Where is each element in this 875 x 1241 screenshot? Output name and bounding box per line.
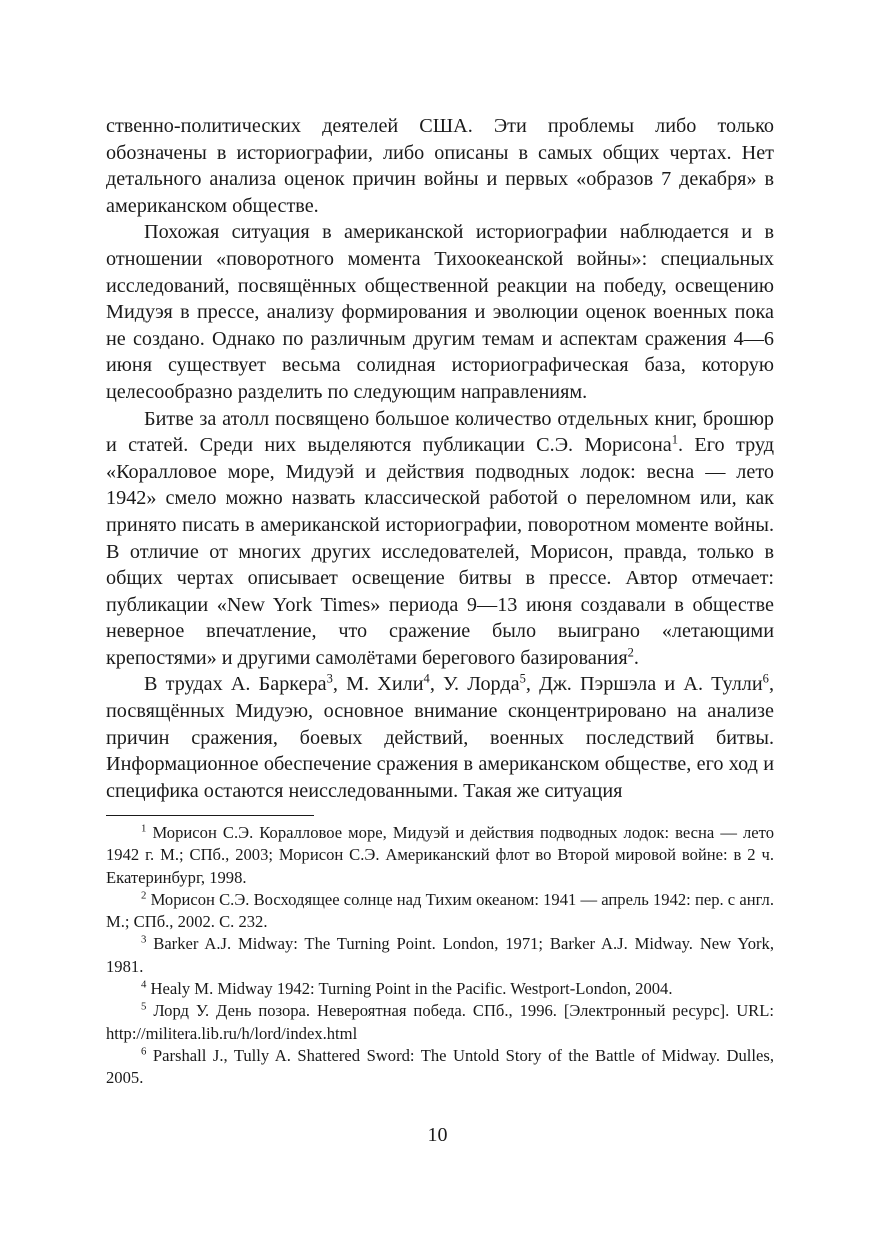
paragraph-4-text-d: , Дж. Пэршэла и А. Тулли [525, 673, 763, 696]
footnote-text: Морисон С.Э. Восходящее солнце над Тихим океаном: 1941 — апрель 1942: пер. с англ. М.; СПб., 2002. С. 232. [106, 889, 774, 932]
footnote-text: Parshall J., Tully A. Shattered Sword: The Untold Story of the Battle of Midway. Dulles, 2005. [106, 1045, 774, 1088]
main-text [106, 113, 774, 804]
paragraph-3 [106, 406, 774, 672]
footnote-1 [106, 822, 774, 889]
paragraph-3-text-a: Битве за атолл посвящено большое количество отдельных книг, брошюр и статей. Среди них выделяются публикации С.Э. Морисона [106, 407, 774, 457]
paragraph-3-text-c: . [633, 646, 639, 669]
footnote-ref-5[interactable]: 5 [519, 671, 526, 686]
footnote-ref-1[interactable]: 1 [671, 432, 678, 447]
footnote-text: Морисон С.Э. Коралловое море, Мидуэй и действия подводных лодок: весна — лето 1942 г. М.; СПб., 2003; Морисон С.Э. Американский флот во Второй мировой войне: в 2 ч. Екатеринбург, 1998. [106, 823, 774, 887]
footnote-3 [106, 933, 774, 978]
footnote-text: Barker A.J. Midway: The Turning Point. London, 1971; Barker A.J. Midway. New York, 1981. [106, 934, 774, 976]
paragraph-4-text-e: , посвящённых Мидуэю, основное внимание сконцентрировано на анализе причин сражения, боевых действий, военных последствий битвы. Информационное обеспечение сражения в американском обществе, его ход и специфика остаются неисследованными. Такая же ситуация [106, 673, 774, 802]
paragraph-3-text-b: . Его труд «Коралловое море, Мидуэй и действия подводных лодок: весна — лето 1942» смело можно назвать классической работой о переломном или, как принято писать в американской историографии, поворотном моменте войны. В отличие от многих других исследователей, Морисон, правда, только в общих чертах описывает освещение битвы в прессе. Автор отмечает: публикации «New York Times» периода 9—13 июня создавали в обществе неверное впечатление, что сражение было выиграно «летающими крепостями» и другими самолётами берегового базирования [106, 434, 774, 669]
footnote-6 [106, 1045, 774, 1090]
footnote-number: 4 [141, 978, 147, 991]
footnote-number: 2 [141, 889, 147, 902]
paragraph-4 [106, 671, 774, 804]
footnote-ref-4[interactable]: 4 [423, 671, 430, 686]
footnote-text: Лорд У. День позора. Невероятная победа. СПб., 1996. [Электронный ресурс]. URL: http://militera.lib.ru/h/lord/index.html [106, 1001, 774, 1043]
footnote-number: 3 [141, 933, 147, 946]
footnote-number: 6 [141, 1045, 147, 1058]
footnote-ref-3[interactable]: 3 [326, 671, 333, 686]
page-number: 10 [427, 1124, 448, 1146]
footnote-5 [106, 1000, 774, 1045]
footnote-text: Healy M. Midway 1942: Turning Point in the Pacific. Westport-London, 2004. [146, 979, 673, 999]
paragraph-4-text-a: В трудах А. Баркера [144, 673, 327, 696]
footnote-2 [106, 889, 774, 934]
footnote-separator [106, 815, 314, 816]
footnote-number: 1 [141, 822, 147, 835]
footnotes [106, 822, 774, 1090]
paragraph-4-text-c: , У. Лорда [429, 673, 520, 696]
footnote-number: 5 [141, 1000, 147, 1013]
paragraph-2: Похожая ситуация в американской историографии наблюдается и в отношении «поворотного момента Тихоокеанской войны»: специальных исследований, посвящённых общественной реакции на победу, освещению Мидуэя в прессе, анализу формирования и эволюции оценок военных пока не создано. Однако по различным другим темам и аспектам сражения 4—6 июня существует весьма солидная историографическая база, которую целесообразно разделить по следующим направлениям. [106, 221, 774, 403]
paragraph-1: ственно-политических деятелей США. Эти проблемы либо только обозначены в историографии, либо описаны в самых общих чертах. Нет детального анализа оценок причин войны и первых «образов 7 декабря» в американском обществе. [106, 115, 774, 217]
footnote-4 [106, 978, 774, 1000]
footnote-ref-6[interactable]: 6 [762, 671, 769, 686]
paragraph-4-text-b: , М. Хили [332, 673, 424, 696]
footnote-ref-2[interactable]: 2 [627, 645, 634, 660]
